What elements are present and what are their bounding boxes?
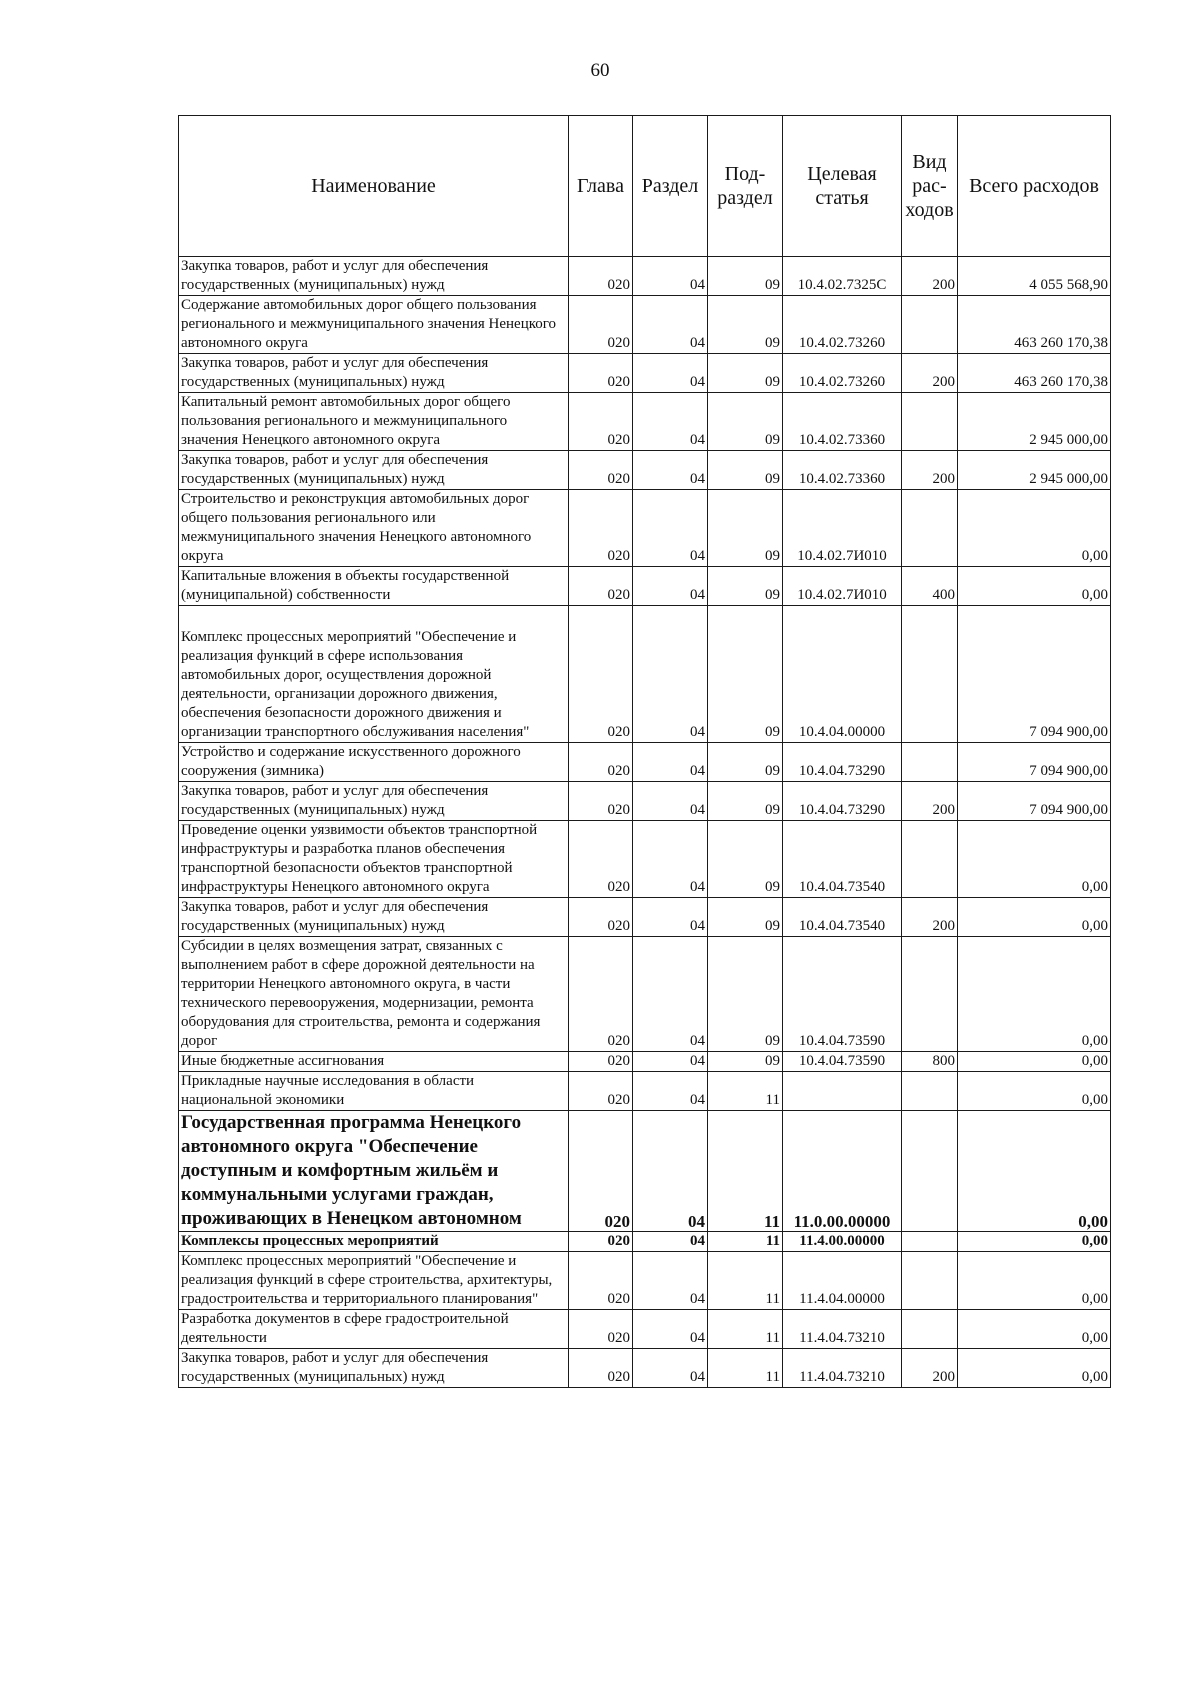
table-row — [179, 1232, 1111, 1252]
cell-name: Закупка товаров, работ и услуг для обеспечения государственных (муниципальных) нужд — [179, 782, 569, 821]
cell-chapter: 020 — [569, 567, 633, 606]
cell-section: 04 — [633, 257, 708, 296]
cell-chapter: 020 — [569, 898, 633, 937]
cell-subsection: 09 — [708, 393, 783, 451]
table-row — [179, 898, 1111, 937]
cell-section: 04 — [633, 393, 708, 451]
cell-expense-kind — [902, 296, 958, 354]
cell-name: Государственная программа Ненецкого автономного округа "Обеспечение доступным и комфортным жильём и коммунальными услугами граждан, проживающих в Ненецком автономном — [179, 1111, 569, 1232]
cell-target-article: 11.0.00.00000 — [783, 1111, 902, 1232]
cell-name: Разработка документов в сфере градостроительной деятельности — [179, 1310, 569, 1349]
cell-subsection: 11 — [708, 1072, 783, 1111]
cell-target-article: 10.4.04.73590 — [783, 1052, 902, 1072]
cell-section: 04 — [633, 490, 708, 567]
cell-name: Комплекс процессных мероприятий "Обеспечение и реализация функций в сфере использования автомобильных дорог, осуществления дорожной деятельности, организации дорожного движения, обеспечения безопасности дорожного движения и организации транспортного обслуживания населения" — [179, 606, 569, 743]
cell-expense-kind — [902, 743, 958, 782]
header-section: Раздел — [633, 116, 708, 257]
cell-name: Закупка товаров, работ и услуг для обеспечения государственных (муниципальных) нужд — [179, 257, 569, 296]
cell-section: 04 — [633, 1252, 708, 1310]
cell-section: 04 — [633, 782, 708, 821]
cell-chapter: 020 — [569, 257, 633, 296]
cell-subsection: 09 — [708, 490, 783, 567]
cell-total: 0,00 — [958, 898, 1111, 937]
cell-target-article: 10.4.02.73360 — [783, 451, 902, 490]
cell-total: 0,00 — [958, 1232, 1111, 1252]
table-row — [179, 1252, 1111, 1310]
header-subsection: Под- раздел — [708, 116, 783, 257]
cell-chapter: 020 — [569, 782, 633, 821]
budget-table — [178, 115, 1111, 1388]
cell-section: 04 — [633, 1111, 708, 1232]
cell-name: Иные бюджетные ассигнования — [179, 1052, 569, 1072]
cell-section: 04 — [633, 743, 708, 782]
table-row — [179, 743, 1111, 782]
cell-chapter: 020 — [569, 1052, 633, 1072]
cell-target-article: 11.4.04.73210 — [783, 1310, 902, 1349]
cell-expense-kind — [902, 1072, 958, 1111]
header-expense-kind: Вид рас- ходов — [902, 116, 958, 257]
page-number: 60 — [590, 60, 610, 81]
cell-expense-kind — [902, 937, 958, 1052]
cell-target-article: 10.4.02.7325С — [783, 257, 902, 296]
cell-section: 04 — [633, 606, 708, 743]
table-row — [179, 606, 1111, 743]
cell-section: 04 — [633, 296, 708, 354]
cell-target-article: 10.4.02.73260 — [783, 354, 902, 393]
cell-section: 04 — [633, 451, 708, 490]
cell-name: Устройство и содержание искусственного дорожного сооружения (зимника) — [179, 743, 569, 782]
table-row — [179, 821, 1111, 898]
cell-name: Комплексы процессных мероприятий — [179, 1232, 569, 1252]
cell-section: 04 — [633, 1072, 708, 1111]
header-target-article: Целевая статья — [783, 116, 902, 257]
cell-subsection: 09 — [708, 743, 783, 782]
cell-target-article: 10.4.04.73540 — [783, 821, 902, 898]
table-row — [179, 937, 1111, 1052]
table-row — [179, 490, 1111, 567]
header-name: Наименование — [179, 116, 569, 257]
table-row — [179, 1072, 1111, 1111]
cell-chapter: 020 — [569, 937, 633, 1052]
cell-name: Закупка товаров, работ и услуг для обеспечения государственных (муниципальных) нужд — [179, 451, 569, 490]
cell-total: 0,00 — [958, 490, 1111, 567]
cell-subsection: 09 — [708, 257, 783, 296]
cell-total: 0,00 — [958, 1252, 1111, 1310]
cell-total: 2 945 000,00 — [958, 393, 1111, 451]
table-row — [179, 296, 1111, 354]
cell-section: 04 — [633, 821, 708, 898]
cell-chapter: 020 — [569, 1111, 633, 1232]
cell-target-article: 10.4.04.73290 — [783, 743, 902, 782]
cell-subsection: 11 — [708, 1111, 783, 1232]
cell-expense-kind — [902, 1232, 958, 1252]
cell-subsection: 09 — [708, 821, 783, 898]
cell-chapter: 020 — [569, 821, 633, 898]
cell-expense-kind — [902, 393, 958, 451]
cell-chapter: 020 — [569, 1252, 633, 1310]
cell-target-article: 10.4.02.73260 — [783, 296, 902, 354]
cell-total: 0,00 — [958, 1052, 1111, 1072]
cell-name: Комплекс процессных мероприятий "Обеспечение и реализация функций в сфере строительства, архитектуры, градостроительства и территориального планирования" — [179, 1252, 569, 1310]
cell-subsection: 09 — [708, 782, 783, 821]
cell-section: 04 — [633, 937, 708, 1052]
cell-section: 04 — [633, 898, 708, 937]
cell-section: 04 — [633, 1310, 708, 1349]
cell-total: 463 260 170,38 — [958, 354, 1111, 393]
cell-chapter: 020 — [569, 1072, 633, 1111]
cell-total: 463 260 170,38 — [958, 296, 1111, 354]
cell-expense-kind: 200 — [902, 354, 958, 393]
cell-total: 0,00 — [958, 567, 1111, 606]
cell-name: Содержание автомобильных дорог общего пользования регионального и межмуниципального значения Ненецкого автономного округа — [179, 296, 569, 354]
cell-name: Капитальный ремонт автомобильных дорог общего пользования регионального и межмуниципального значения Ненецкого автономного округа — [179, 393, 569, 451]
cell-chapter: 020 — [569, 1232, 633, 1252]
cell-target-article: 11.4.04.73210 — [783, 1349, 902, 1388]
cell-chapter: 020 — [569, 393, 633, 451]
cell-expense-kind: 400 — [902, 567, 958, 606]
cell-total: 0,00 — [958, 937, 1111, 1052]
cell-name: Капитальные вложения в объекты государственной (муниципальной) собственности — [179, 567, 569, 606]
table-row — [179, 257, 1111, 296]
cell-total: 7 094 900,00 — [958, 606, 1111, 743]
cell-expense-kind: 200 — [902, 257, 958, 296]
cell-chapter: 020 — [569, 743, 633, 782]
cell-name: Проведение оценки уязвимости объектов транспортной инфраструктуры и разработка планов обеспечения транспортной безопасности объектов транспортной инфраструктуры Ненецкого автономного округа — [179, 821, 569, 898]
cell-subsection: 11 — [708, 1232, 783, 1252]
cell-section: 04 — [633, 1232, 708, 1252]
cell-subsection: 09 — [708, 937, 783, 1052]
cell-total: 0,00 — [958, 1349, 1111, 1388]
table-row — [179, 1349, 1111, 1388]
cell-name: Прикладные научные исследования в области национальной экономики — [179, 1072, 569, 1111]
cell-target-article: 11.4.04.00000 — [783, 1252, 902, 1310]
cell-expense-kind — [902, 490, 958, 567]
cell-expense-kind: 200 — [902, 1349, 958, 1388]
table-row — [179, 567, 1111, 606]
cell-name: Закупка товаров, работ и услуг для обеспечения государственных (муниципальных) нужд — [179, 1349, 569, 1388]
table-row — [179, 1052, 1111, 1072]
cell-expense-kind — [902, 1111, 958, 1232]
table-header-row — [179, 116, 1111, 257]
table-row — [179, 1111, 1111, 1232]
cell-total: 2 945 000,00 — [958, 451, 1111, 490]
cell-total: 0,00 — [958, 821, 1111, 898]
cell-expense-kind: 800 — [902, 1052, 958, 1072]
cell-target-article: 10.4.04.73540 — [783, 898, 902, 937]
cell-subsection: 09 — [708, 567, 783, 606]
cell-section: 04 — [633, 1349, 708, 1388]
cell-expense-kind — [902, 1310, 958, 1349]
cell-chapter: 020 — [569, 354, 633, 393]
cell-total: 7 094 900,00 — [958, 782, 1111, 821]
cell-subsection: 09 — [708, 451, 783, 490]
cell-target-article: 10.4.02.73360 — [783, 393, 902, 451]
cell-target-article: 10.4.04.73590 — [783, 937, 902, 1052]
cell-expense-kind: 200 — [902, 782, 958, 821]
table-row — [179, 782, 1111, 821]
cell-subsection: 11 — [708, 1310, 783, 1349]
table-row — [179, 451, 1111, 490]
cell-section: 04 — [633, 1052, 708, 1072]
cell-name: Закупка товаров, работ и услуг для обеспечения государственных (муниципальных) нужд — [179, 898, 569, 937]
cell-target-article: 10.4.04.00000 — [783, 606, 902, 743]
cell-name: Строительство и реконструкция автомобильных дорог общего пользования регионального или межмуниципального значения Ненецкого автономного округа — [179, 490, 569, 567]
cell-chapter: 020 — [569, 1349, 633, 1388]
cell-subsection: 09 — [708, 296, 783, 354]
cell-chapter: 020 — [569, 451, 633, 490]
cell-target-article — [783, 1072, 902, 1111]
cell-total: 7 094 900,00 — [958, 743, 1111, 782]
cell-chapter: 020 — [569, 490, 633, 567]
cell-target-article: 11.4.00.00000 — [783, 1232, 902, 1252]
cell-expense-kind — [902, 606, 958, 743]
table-body — [179, 257, 1111, 1388]
table-row — [179, 354, 1111, 393]
table-row — [179, 1310, 1111, 1349]
cell-target-article: 10.4.02.7И010 — [783, 490, 902, 567]
cell-total: 4 055 568,90 — [958, 257, 1111, 296]
cell-expense-kind — [902, 821, 958, 898]
cell-total: 0,00 — [958, 1072, 1111, 1111]
cell-chapter: 020 — [569, 296, 633, 354]
cell-subsection: 09 — [708, 606, 783, 743]
cell-expense-kind: 200 — [902, 898, 958, 937]
cell-expense-kind: 200 — [902, 451, 958, 490]
cell-chapter: 020 — [569, 1310, 633, 1349]
cell-subsection: 11 — [708, 1349, 783, 1388]
cell-chapter: 020 — [569, 606, 633, 743]
cell-name: Субсидии в целях возмещения затрат, связанных с выполнением работ в сфере дорожной деятельности на территории Ненецкого автономного округа, в части технического перевооружения, модернизации, ремонта оборудования для строительства, ремонта и содержания дорог — [179, 937, 569, 1052]
cell-total: 0,00 — [958, 1111, 1111, 1232]
cell-section: 04 — [633, 354, 708, 393]
cell-subsection: 09 — [708, 1052, 783, 1072]
header-chapter: Глава — [569, 116, 633, 257]
cell-section: 04 — [633, 567, 708, 606]
cell-target-article: 10.4.02.7И010 — [783, 567, 902, 606]
cell-target-article: 10.4.04.73290 — [783, 782, 902, 821]
cell-subsection: 11 — [708, 1252, 783, 1310]
cell-subsection: 09 — [708, 898, 783, 937]
table-row — [179, 393, 1111, 451]
cell-name: Закупка товаров, работ и услуг для обеспечения государственных (муниципальных) нужд — [179, 354, 569, 393]
cell-total: 0,00 — [958, 1310, 1111, 1349]
cell-subsection: 09 — [708, 354, 783, 393]
cell-expense-kind — [902, 1252, 958, 1310]
header-total: Всего расходов — [958, 116, 1111, 257]
